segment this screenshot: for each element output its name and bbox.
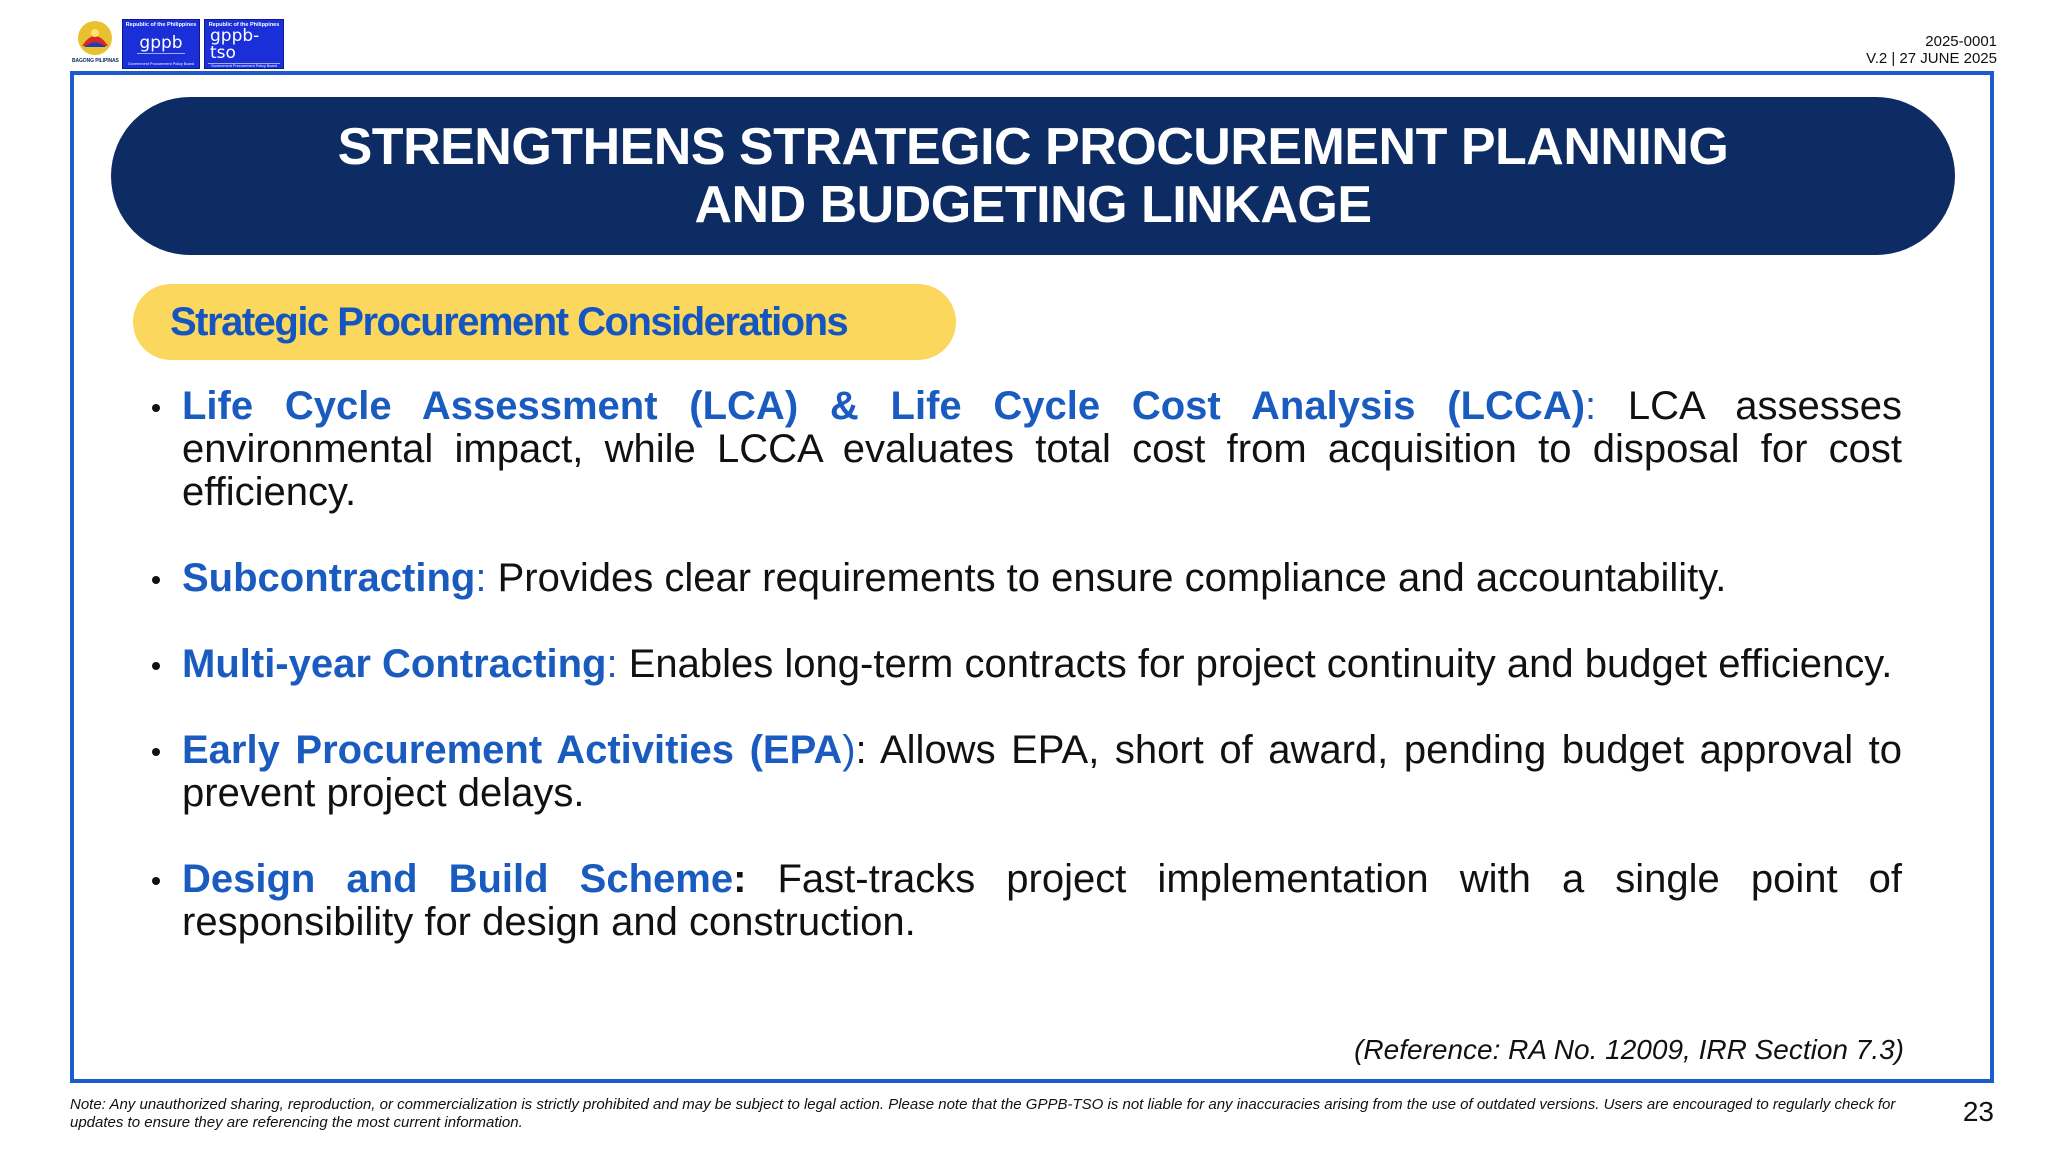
slide-title-line1: STRENGTHENS STRATEGIC PROCUREMENT PLANNING <box>337 118 1729 176</box>
gppb-logo-sub: Government Procurement Policy Board <box>127 61 195 66</box>
document-version: V.2 | 27 JUNE 2025 <box>1866 50 1997 67</box>
bullet-separator: : <box>733 857 747 901</box>
bullet-icon <box>152 877 160 885</box>
tso-logo-sub-line2: Technical Support Office <box>223 68 265 73</box>
bullet-icon <box>152 748 160 756</box>
considerations-list <box>150 385 1902 944</box>
page-number: 23 <box>1962 1096 1994 1127</box>
slide-title-line2: AND BUDGETING LINKAGE <box>694 176 1372 234</box>
bagong-pilipinas-seal <box>72 18 118 70</box>
list-item-design-and-build <box>150 858 1902 944</box>
list-item-lca-lcca <box>150 385 1902 514</box>
reference-citation: (Reference: RA No. 12009, IRR Section 7.3) <box>1354 1034 1904 1065</box>
bullet-icon <box>152 576 160 584</box>
gppb-logo-top: Republic of the Philippines <box>125 22 197 28</box>
gppb-logo-mark: gppb <box>139 33 183 54</box>
footer-disclaimer: Note: Any unauthorized sharing, reproduction, or commercialization is strictly prohibited and may be subject to legal action. Please note that the GPPB-TSO is not liable for any inaccuracies arising from the use of outdated versions. Users are encouraged to regularly check for updates to ensure they are referencing the most current information. <box>70 1096 1896 1131</box>
bullet-term: Design and Build Scheme <box>182 857 734 901</box>
bullet-separator: : <box>475 556 487 600</box>
tso-logo-sub-line1: Government Procurement Policy Board <box>210 64 278 68</box>
list-item-multi-year-contracting <box>150 643 1902 686</box>
tso-logo-mark: gppb-tso <box>208 28 280 64</box>
bullet-icon <box>152 662 160 670</box>
bullet-term: Multi-year Contracting <box>182 642 607 686</box>
bullet-separator: : <box>606 642 618 686</box>
seal-label: BAGONG PILIPINAS <box>72 58 119 64</box>
slide-title-banner <box>111 97 1955 255</box>
list-item-early-procurement <box>150 729 1902 815</box>
seal-emblem-icon <box>72 18 118 58</box>
bullet-text: Provides clear requirements to ensure compliance and accountability. <box>486 556 1727 600</box>
header-logos <box>72 18 284 73</box>
bullet-text: : Allows EPA, short of award, pending budget approval to prevent project delays. <box>182 728 1902 815</box>
bullet-icon <box>152 404 160 412</box>
gppb-tso-logo <box>204 19 284 73</box>
bullet-text: Fast-tracks project implementation with a single point of responsibility for design and construction. <box>182 857 1902 944</box>
section-label-pill <box>133 284 956 360</box>
bullet-separator: ) <box>842 728 856 772</box>
bullet-term: Subcontracting <box>182 556 476 600</box>
tso-logo-top: Republic of the Philippines <box>208 22 280 28</box>
bullet-text: LCA assesses environmental impact, while LCCA evaluates total cost from acquisition to disposal for cost efficiency. <box>182 384 1902 514</box>
section-label: Strategic Procurement Considerations <box>170 299 848 344</box>
bullet-text: Enables long-term contracts for project continuity and budget efficiency. <box>617 642 1893 686</box>
bullet-term: Life Cycle Assessment (LCA) & Life Cycle Cost Analysis (LCCA) <box>182 384 1586 428</box>
bullet-separator: : <box>1585 384 1597 428</box>
bullet-term: Early Procurement Activities (EPA <box>182 728 843 772</box>
gppb-logo <box>122 19 200 69</box>
list-item-subcontracting <box>150 557 1902 600</box>
document-meta <box>1866 33 1997 67</box>
document-code: 2025-0001 <box>1925 33 1997 50</box>
